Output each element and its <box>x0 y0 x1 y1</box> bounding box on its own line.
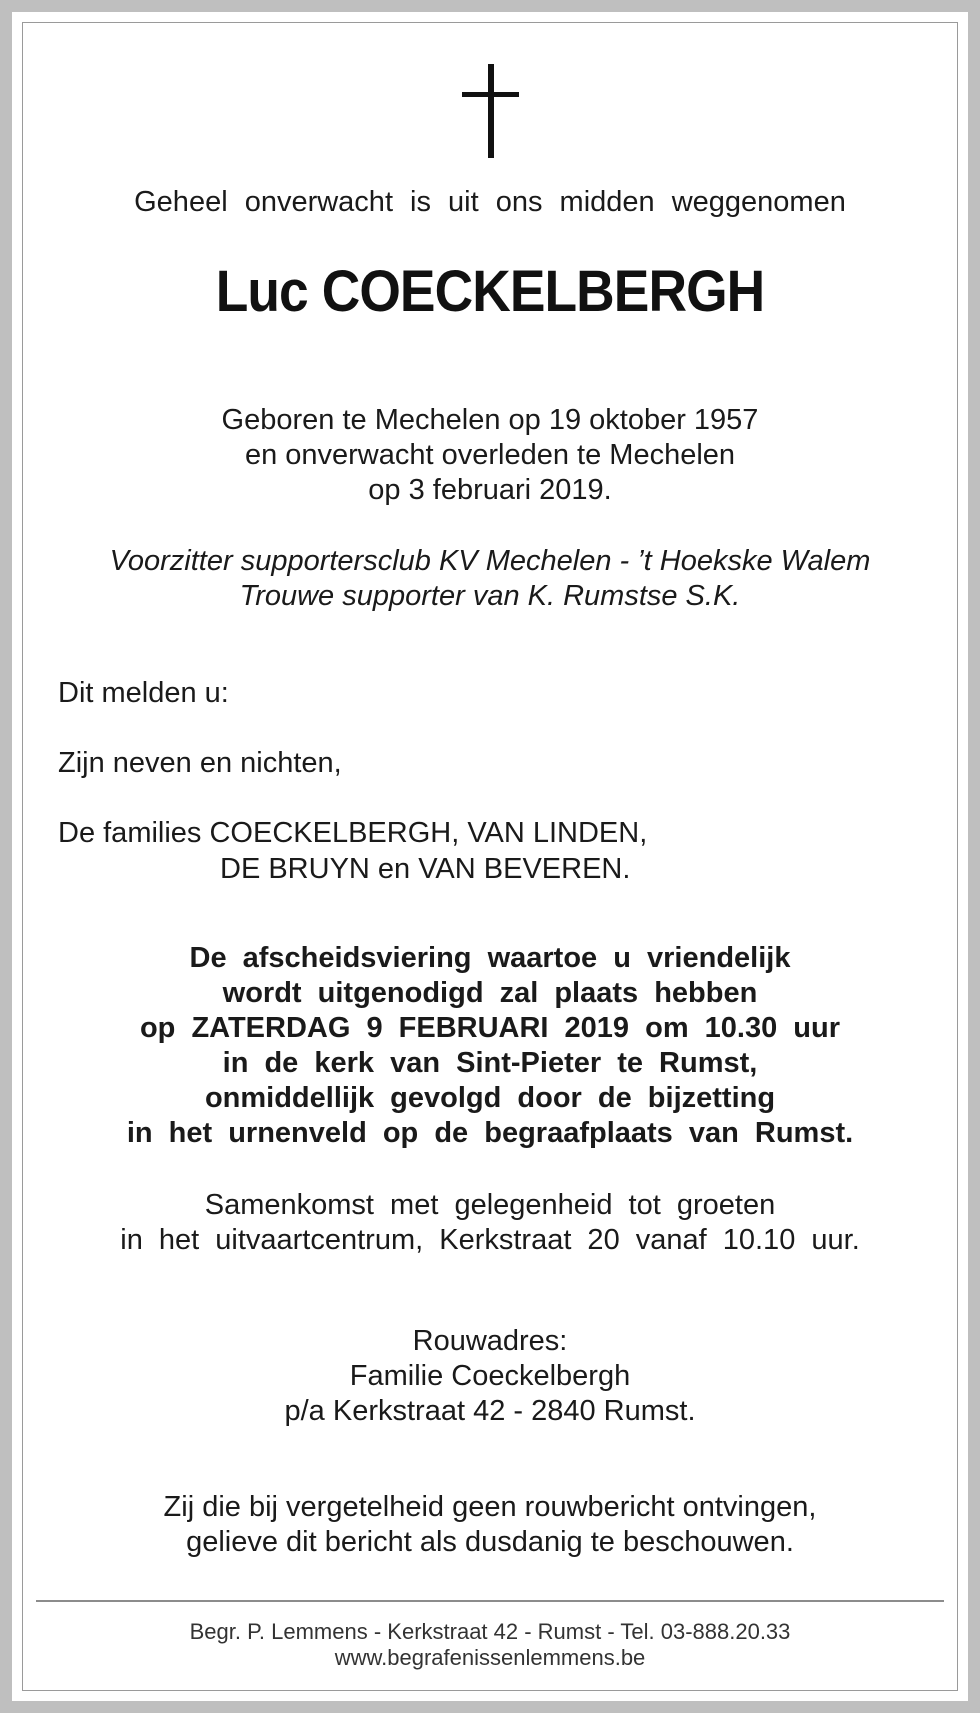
ceremony-line: De afscheidsviering waartoe u vriendelijk <box>189 942 791 974</box>
ceremony-line: in het urnenveld op de begraafplaats van Rumst. <box>126 1117 854 1149</box>
footer-divider <box>36 1600 944 1602</box>
gathering-line: Samenkomst met gelegenheid tot groeten <box>204 1189 776 1221</box>
deceased-name: Luc COECKELBERGH <box>215 259 765 324</box>
undertaker-website[interactable]: www.begrafenissenlemmens.be <box>334 1645 646 1670</box>
ceremony-line: onmiddellijk gevolgd door de bijzetting <box>204 1082 776 1114</box>
announced-by: Dit melden u: <box>58 677 229 709</box>
gathering-line: in het uitvaartcentrum, Kerkstraat 20 vanaf 10.10 uur. <box>120 1224 860 1256</box>
closing-line: Zij die bij vergetelheid geen rouwbericht ontvingen, <box>163 1491 817 1523</box>
birth-line: Geboren te Mechelen op 19 oktober 1957 <box>221 404 759 436</box>
families-line: De families COECKELBERGH, VAN LINDEN, <box>58 817 648 849</box>
closing-line: gelieve dit bericht als dusdanig te beschouwen. <box>186 1526 794 1558</box>
mourning-address-line: Familie Coeckelbergh <box>349 1360 631 1392</box>
ceremony-line: in de kerk van Sint-Pieter te Rumst, <box>222 1047 758 1079</box>
role-line: Voorzitter supportersclub KV Mechelen - ’t Hoekske Walem <box>109 545 871 577</box>
mourning-address-line: p/a Kerkstraat 42 - 2840 Rumst. <box>284 1395 696 1427</box>
intro-line: Geheel onverwacht is uit ons midden weggenomen <box>134 186 846 218</box>
mourning-address-label: Rouwadres: <box>412 1325 568 1357</box>
birth-line: op 3 februari 2019. <box>368 474 612 506</box>
ceremony-line: wordt uitgenodigd zal plaats hebben <box>222 977 758 1009</box>
birth-line: en onverwacht overleden te Mechelen <box>244 439 736 471</box>
ceremony-line: op ZATERDAG 9 FEBRUARI 2019 om 10.30 uur <box>139 1012 841 1044</box>
role-line: Trouwe supporter van K. Rumstse S.K. <box>239 580 741 612</box>
relatives-line: Zijn neven en nichten, <box>58 747 342 779</box>
undertaker-info: Begr. P. Lemmens - Kerkstraat 42 - Rumst - Tel. 03-888.20.33 <box>189 1619 791 1644</box>
families-line: DE BRUYN en VAN BEVEREN. <box>220 853 631 885</box>
